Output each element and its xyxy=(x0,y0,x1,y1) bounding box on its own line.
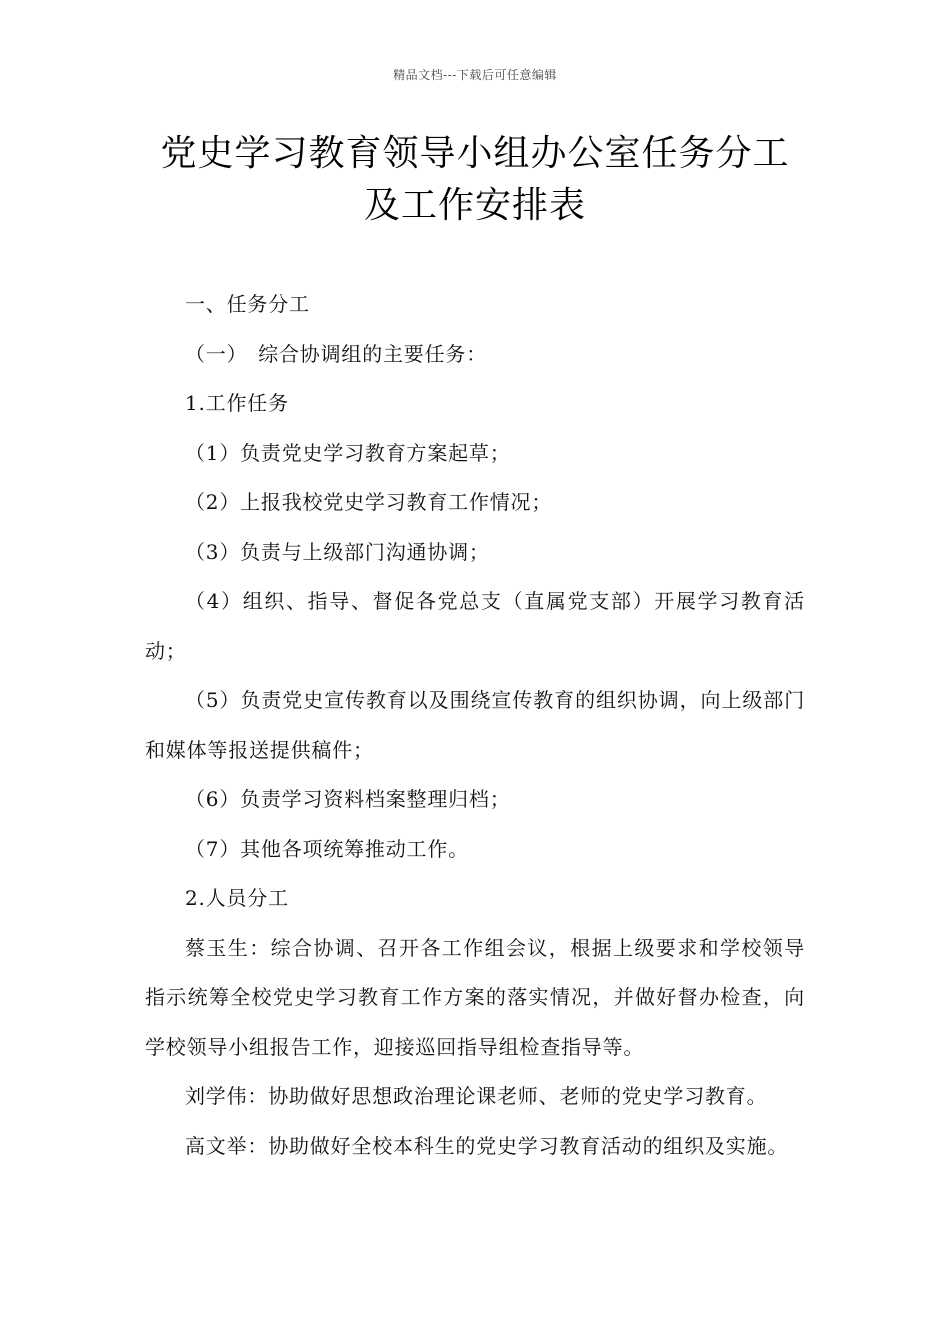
task-item-5: （5）负责党史宣传教育以及围绕宣传教育的组织协调，向上级部门和媒体等报送提供稿件； xyxy=(145,688,805,762)
task-item-7: （7）其他各项统筹推动工作。 xyxy=(185,836,469,861)
title-line-2: 及工作安排表 xyxy=(363,185,586,226)
item-heading-staff-division: 2.人员分工 xyxy=(185,886,289,910)
document-body xyxy=(145,280,805,1171)
section-heading-task-division: 一、任务分工 xyxy=(185,292,310,316)
title-line-1: 党史学习教育领导小组办公室任务分工 xyxy=(160,133,790,174)
header-note: 精品文档---下载后可任意编辑 xyxy=(393,68,557,82)
task-item-2: （2）上报我校党史学习教育工作情况； xyxy=(185,490,553,514)
staff-paragraph-gao: 高文举：协助做好全校本科生的党史学习教育活动的组织及实施。 xyxy=(185,1133,789,1158)
document-title xyxy=(110,128,840,232)
task-item-6: （6）负责学习资料档案整理归档； xyxy=(185,787,511,811)
staff-paragraph-liu: 刘学伟：协助做好思想政治理论课老师、老师的党史学习教育。 xyxy=(185,1084,768,1108)
staff-paragraph-cai: 蔡玉生：综合协调、召开各工作组会议，根据上级要求和学校领导指示统筹全校党史学习教育工作方案的落实情况，并做好督办检查，向学校领导小组报告工作，迎接巡回指导组检查指导等。 xyxy=(145,935,805,1059)
task-item-1: （1）负责党史学习教育方案起草； xyxy=(185,440,511,465)
task-item-4: （4）组织、指导、督促各党总支（直属党支部）开展学习教育活动； xyxy=(145,589,805,663)
subsection-heading-coordination-group: （一） 综合协调组的主要任务： xyxy=(185,341,487,366)
item-heading-work-tasks: 1.工作任务 xyxy=(185,391,289,415)
task-item-3: （3）负责与上级部门沟通协调； xyxy=(185,539,490,564)
